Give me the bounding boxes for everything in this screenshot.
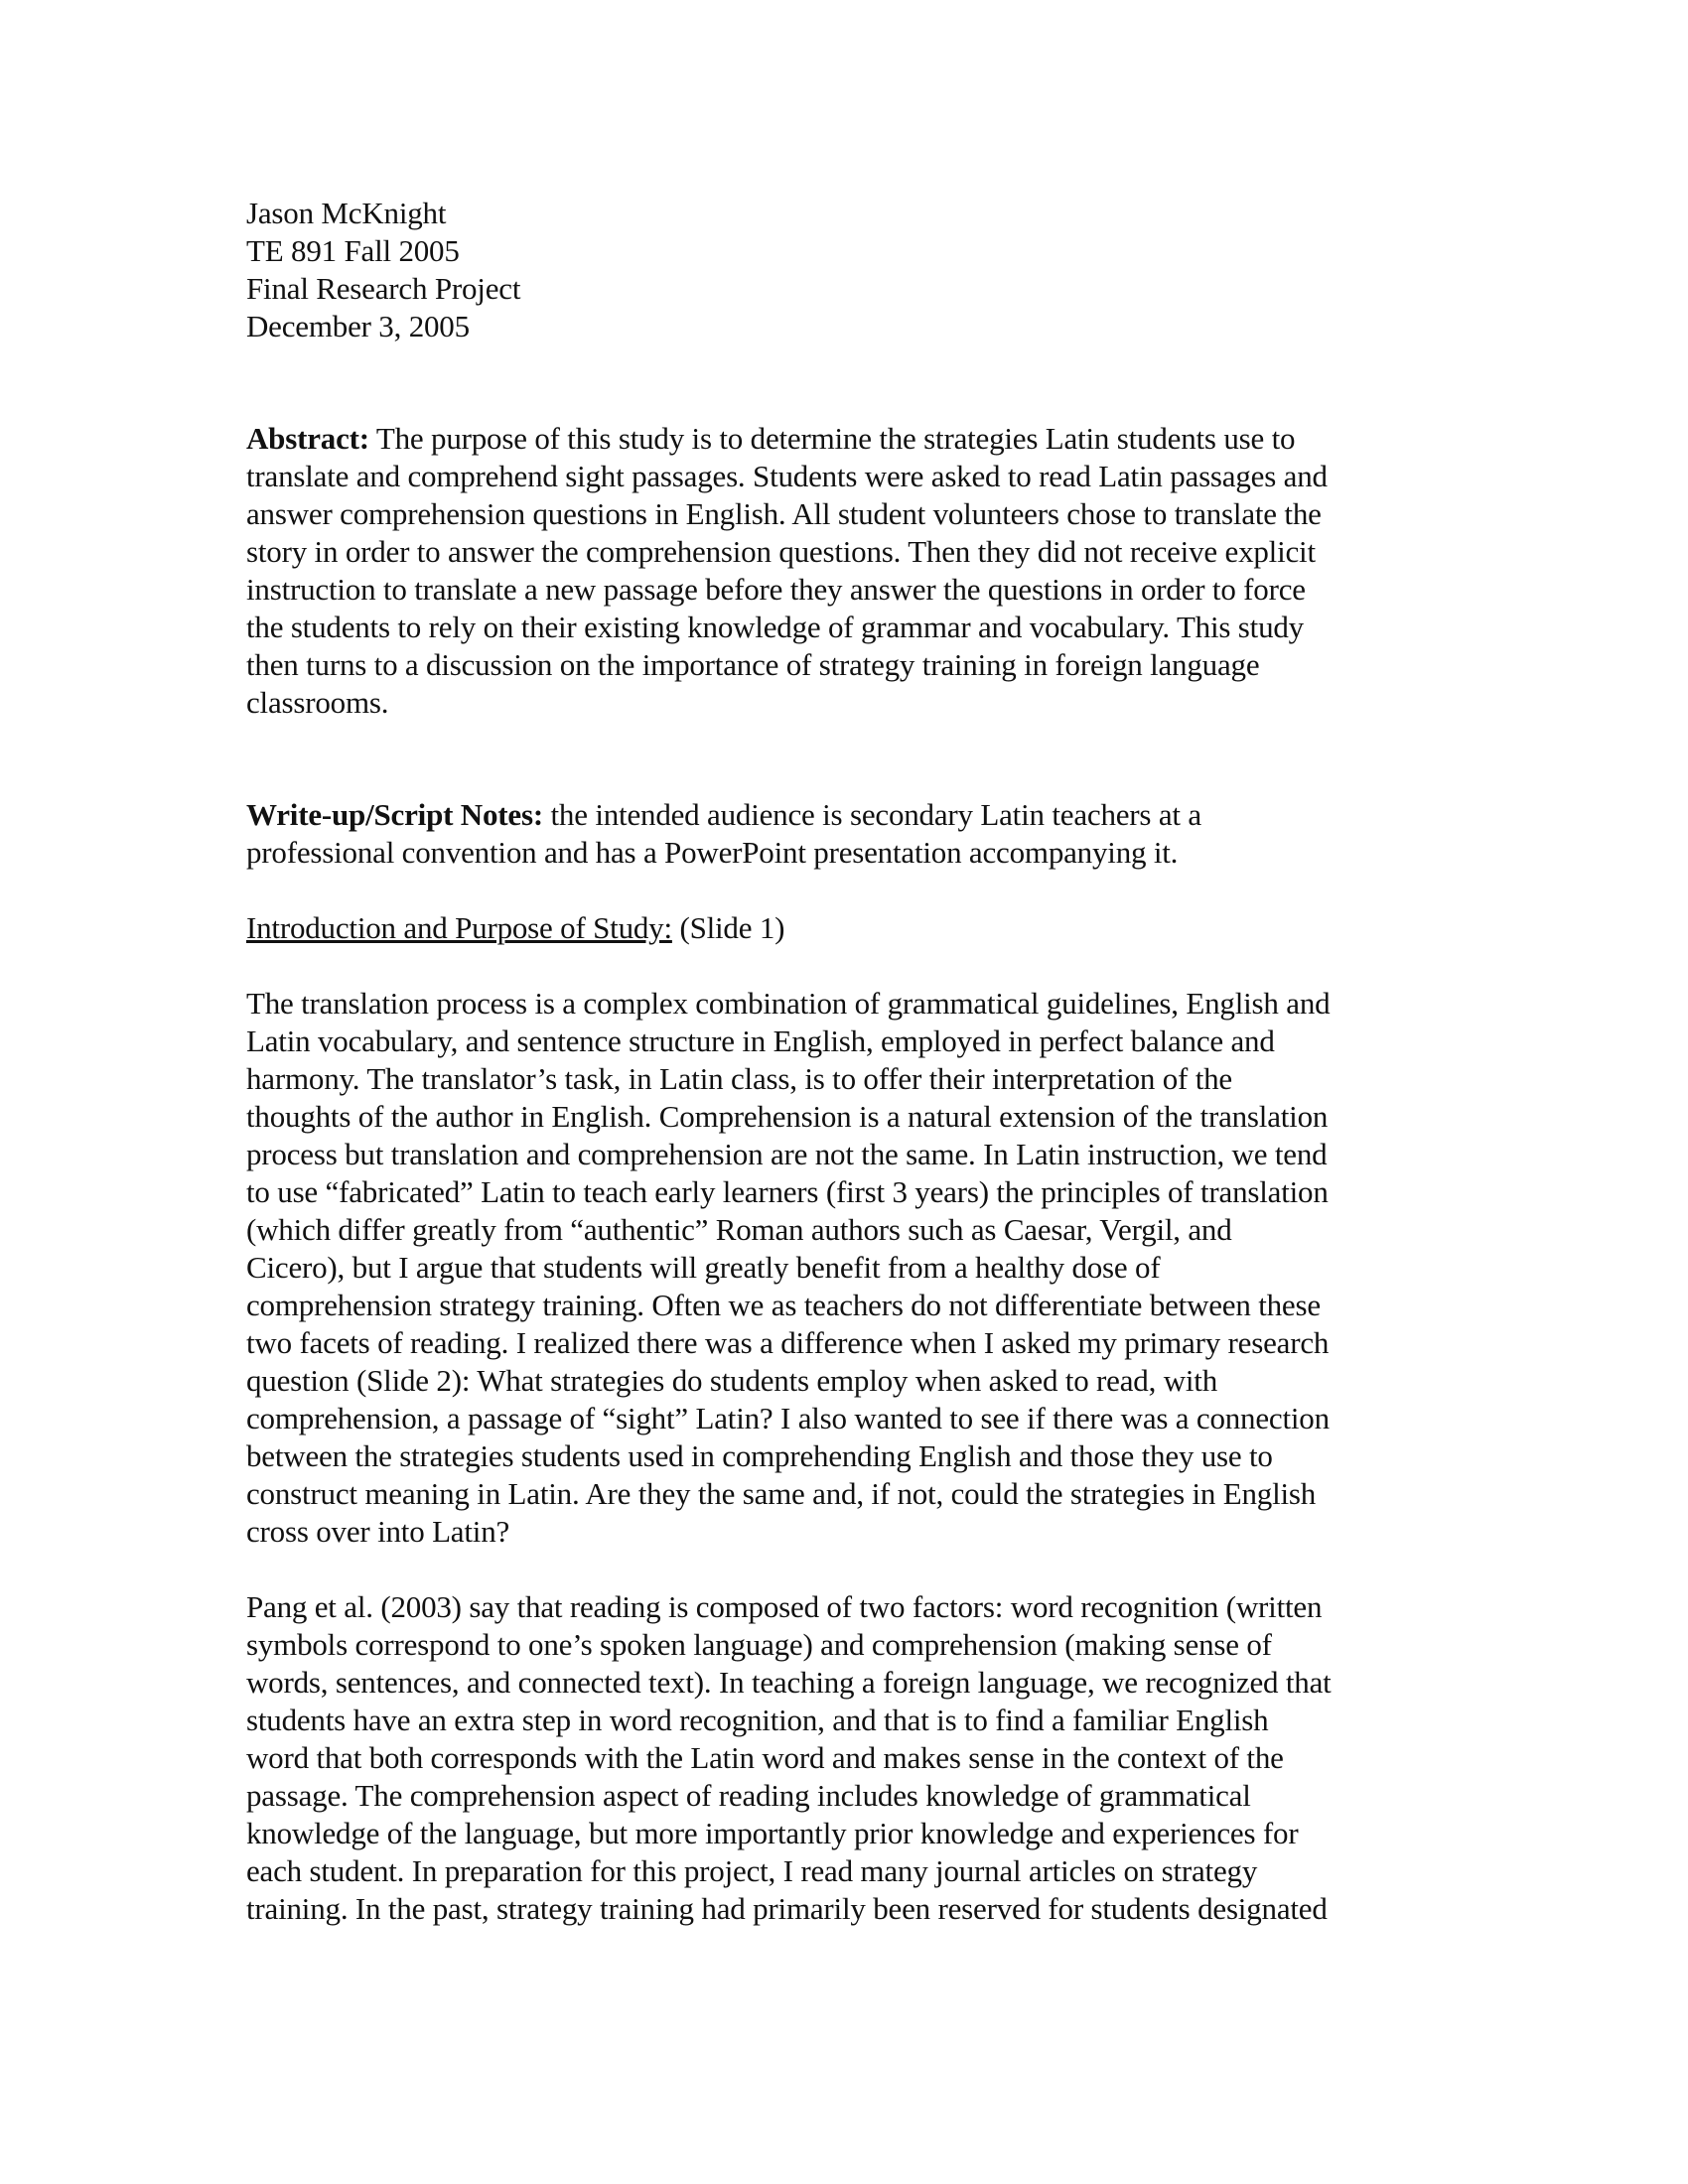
paragraph-line: word that both corresponds with the Latin word and makes sense in the context of the	[246, 1740, 1284, 1775]
writeup-label: Write-up/Script Notes:	[246, 797, 543, 832]
writeup-line	[246, 796, 1438, 834]
paragraph-line: students have an extra step in word recognition, and that is to find a familiar English	[246, 1703, 1269, 1737]
paragraph-line: process but translation and comprehension are not the same. In Latin instruction, we tend	[246, 1137, 1328, 1171]
abstract-label: Abstract:	[246, 421, 369, 456]
abstract-paragraph	[246, 420, 1438, 722]
abstract-text: The purpose of this study is to determine the strategies Latin students use to	[368, 421, 1296, 456]
document-body	[246, 195, 1438, 1928]
paragraph-line: two facets of reading. I realized there was a difference when I asked my primary research	[246, 1325, 1330, 1360]
paragraph-line: thoughts of the author in English. Comprehension is a natural extension of the translation	[246, 1099, 1329, 1134]
abstract-line: instruction to translate a new passage before they answer the questions in order to force	[246, 572, 1306, 607]
date-line: December 3, 2005	[246, 309, 470, 343]
paragraph-line: The translation process is a complex combination of grammatical guidelines, English and	[246, 986, 1331, 1021]
writeup-text: the intended audience is secondary Latin teachers at a	[542, 797, 1201, 832]
abstract-line	[246, 420, 1438, 458]
intro-paragraph-2	[246, 1588, 1438, 1928]
author-name: Jason McKnight	[246, 196, 447, 230]
writeup-line: professional convention and has a PowerPoint presentation accompanying it.	[246, 835, 1179, 870]
paragraph-line: training. In the past, strategy training had primarily been reserved for students designated	[246, 1891, 1328, 1926]
abstract-line: classrooms.	[246, 685, 389, 720]
abstract-line: the students to rely on their existing knowledge of grammar and vocabulary. This study	[246, 610, 1304, 644]
section-heading-line	[246, 909, 1438, 947]
abstract-line: then turns to a discussion on the importance of strategy training in foreign language	[246, 647, 1260, 682]
abstract-line: answer comprehension questions in English. All student volunteers chose to translate the	[246, 496, 1322, 531]
paragraph-line: Latin vocabulary, and sentence structure in English, employed in perfect balance and	[246, 1024, 1275, 1058]
paragraph-line: comprehension strategy training. Often we as teachers do not differentiate between these	[246, 1288, 1321, 1322]
paragraph-line: Cicero), but I argue that students will greatly benefit from a healthy dose of	[246, 1250, 1161, 1285]
section-slide-ref: (Slide 1)	[671, 910, 785, 945]
paragraph-line: cross over into Latin?	[246, 1514, 510, 1549]
paragraph-line: Pang et al. (2003) say that reading is composed of two factors: word recognition (written	[246, 1589, 1323, 1624]
writeup-paragraph	[246, 796, 1438, 872]
paragraph-line: knowledge of the language, but more importantly prior knowledge and experiences for	[246, 1816, 1299, 1850]
paragraph-line: between the strategies students used in comprehending English and those they use to	[246, 1438, 1273, 1473]
paragraph-line: harmony. The translator’s task, in Latin class, is to offer their interpretation of the	[246, 1061, 1232, 1096]
section-heading: Introduction and Purpose of Study:	[246, 910, 672, 945]
paragraph-line: each student. In preparation for this project, I read many journal articles on strategy	[246, 1853, 1258, 1888]
abstract-line: translate and comprehend sight passages. Students were asked to read Latin passages and	[246, 459, 1328, 493]
paragraph-line: passage. The comprehension aspect of reading includes knowledge of grammatical	[246, 1778, 1251, 1813]
paragraph-line: words, sentences, and connected text). In teaching a foreign language, we recognized that	[246, 1665, 1332, 1700]
paragraph-line: construct meaning in Latin. Are they the same and, if not, could the strategies in English	[246, 1476, 1317, 1511]
paragraph-line: to use “fabricated” Latin to teach early learners (first 3 years) the principles of translation	[246, 1174, 1329, 1209]
paragraph-line: (which differ greatly from “authentic” Roman authors such as Caesar, Vergil, and	[246, 1212, 1232, 1247]
intro-paragraph-1	[246, 985, 1438, 1551]
paragraph-line: symbols correspond to one’s spoken language) and comprehension (making sense of	[246, 1627, 1272, 1662]
course-line: TE 891 Fall 2005	[246, 233, 460, 268]
header-block	[246, 195, 1438, 345]
paragraph-line: comprehension, a passage of “sight” Latin? I also wanted to see if there was a connection	[246, 1401, 1330, 1435]
assignment-line: Final Research Project	[246, 271, 521, 306]
paragraph-line: question (Slide 2): What strategies do students employ when asked to read, with	[246, 1363, 1218, 1398]
abstract-line: story in order to answer the comprehension questions. Then they did not receive explicit	[246, 534, 1316, 569]
